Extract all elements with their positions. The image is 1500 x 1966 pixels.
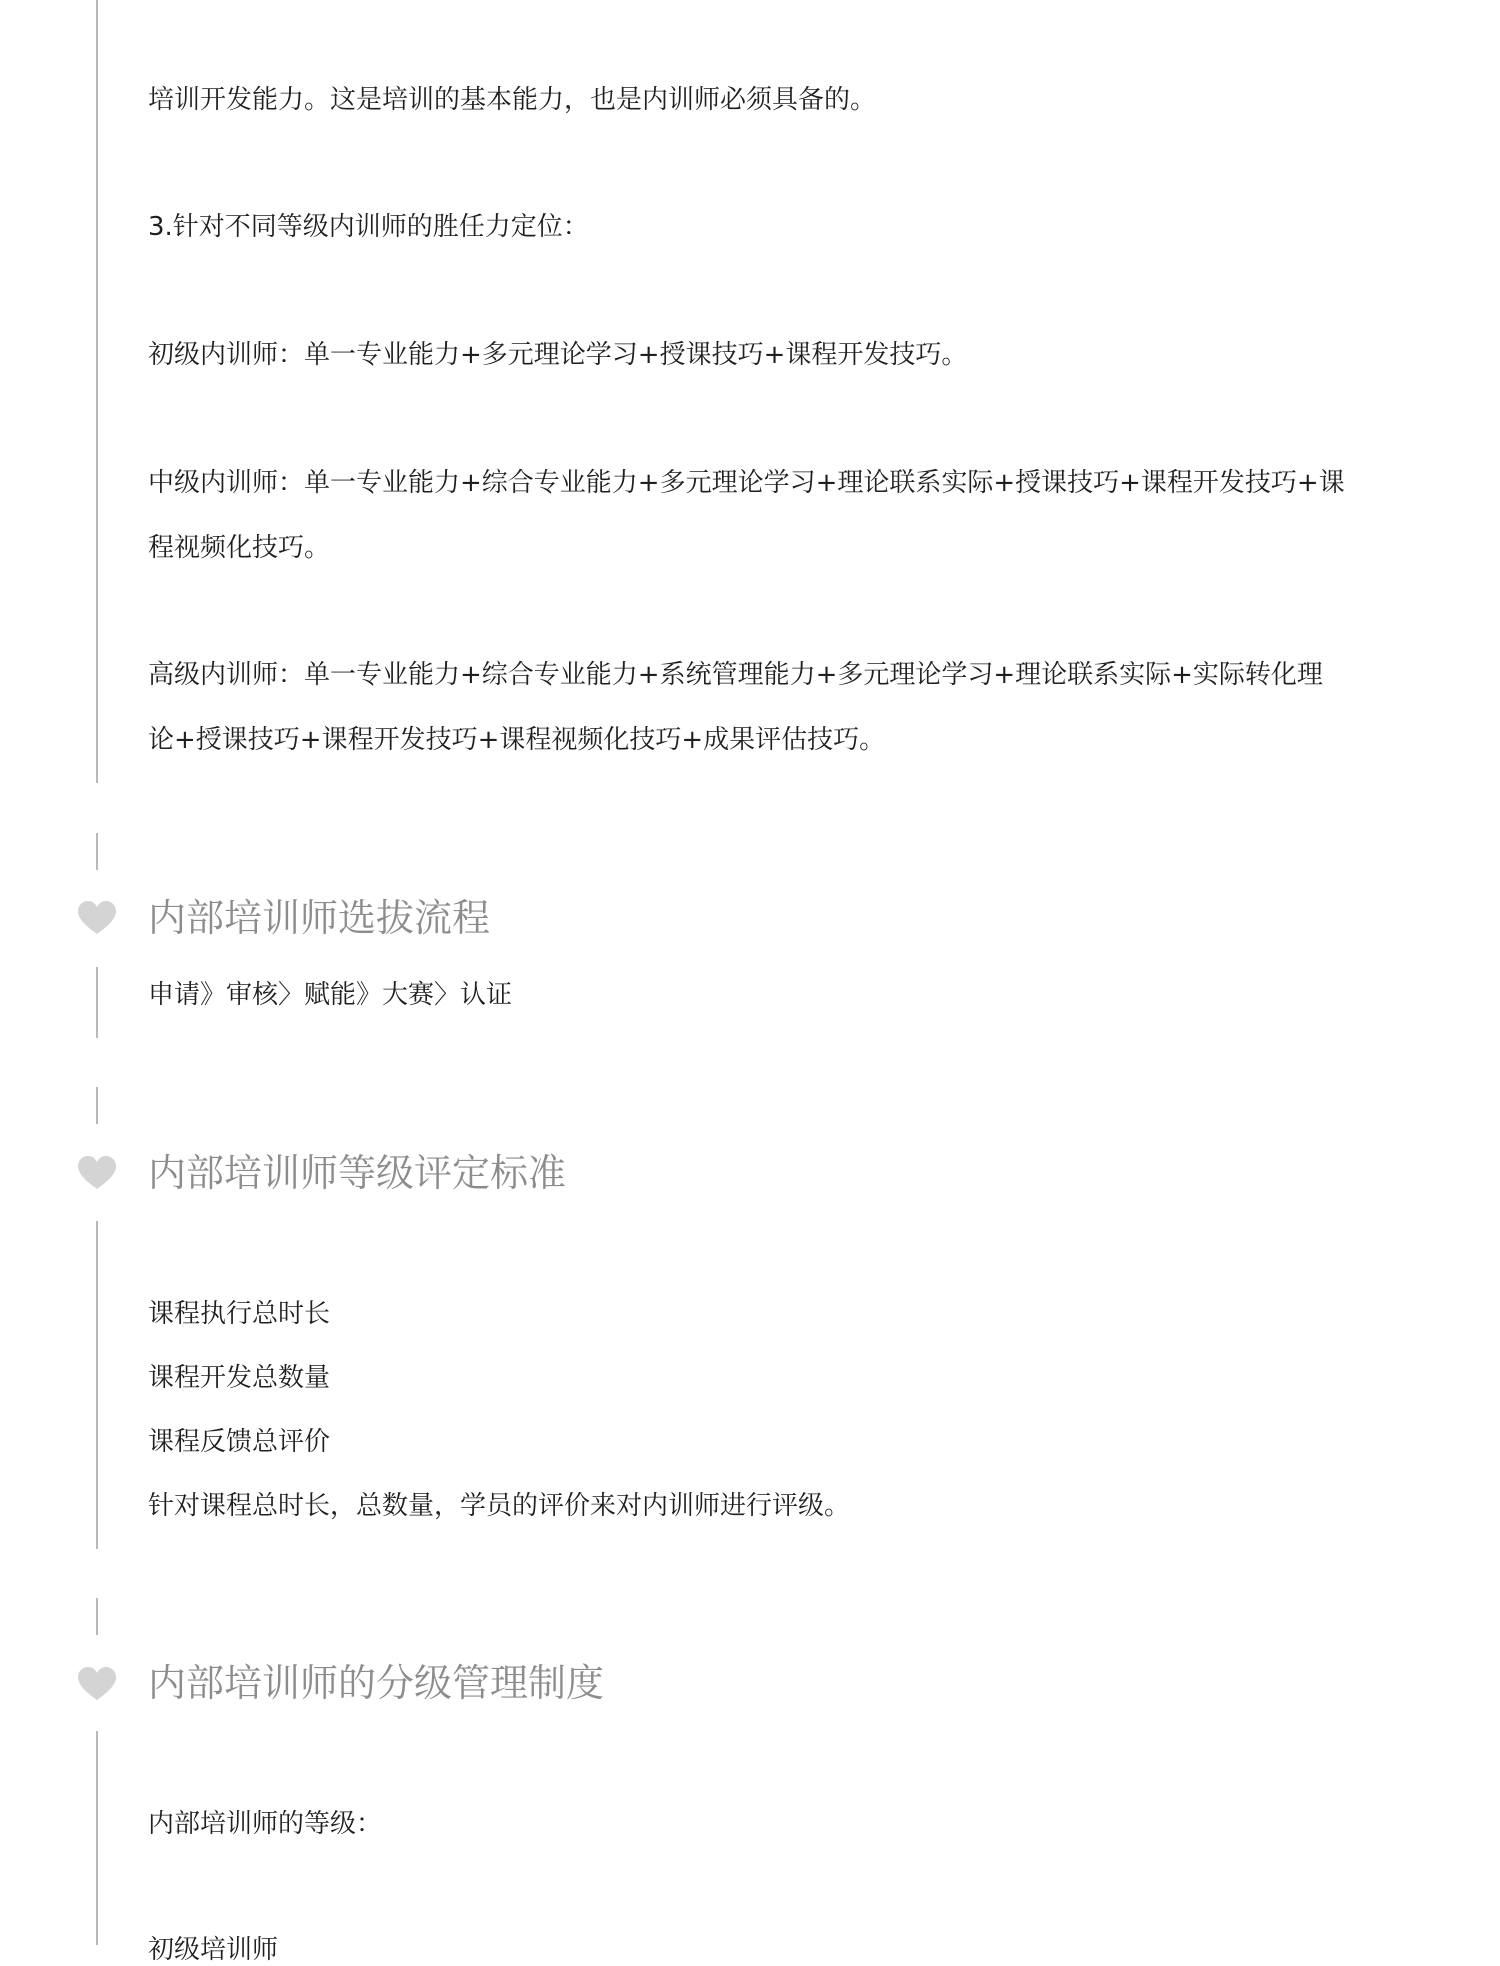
heart-icon: [76, 900, 118, 936]
intro-line-1: 培训开发能力。这是培训的基本能力，也是内训师必须具备的。: [148, 85, 877, 115]
rating-item-total-feedback: 课程反馈总评价: [148, 1427, 331, 1457]
rating-item-total-hours: 课程执行总时长: [148, 1299, 331, 1329]
timeline-line-selection: [96, 967, 98, 1038]
selection-flow-text: 申请》审核〉赋能》大赛〉认证: [148, 980, 513, 1010]
timeline-line-intro: [96, 0, 98, 783]
tiered-management-heading: 内部培训师的分级管理制度: [148, 1661, 605, 1705]
item-3-title: 3.针对不同等级内训师的胜任力定位：: [148, 212, 589, 242]
timeline-line-rating: [96, 1221, 98, 1549]
trainer-levels-title: 内部培训师的等级：: [148, 1809, 383, 1839]
rating-standard-heading: 内部培训师等级评定标准: [148, 1151, 567, 1195]
timeline-line-management: [96, 1731, 98, 1945]
senior-trainer-text-1: 高级内训师：单一专业能力+综合专业能力+系统管理能力+多元理论学习+理论联系实际+实际转化理: [148, 660, 1323, 690]
heart-icon: [76, 1666, 118, 1702]
rating-summary-text: 针对课程总时长，总数量，学员的评价来对内训师进行评级。: [148, 1491, 851, 1521]
selection-process-heading: 内部培训师选拔流程: [148, 896, 491, 940]
intermediate-trainer-text-2: 程视频化技巧。: [148, 533, 331, 563]
level-junior-trainer: 初级培训师: [148, 1935, 279, 1965]
timeline-connector-1: [96, 833, 98, 870]
rating-item-total-courses: 课程开发总数量: [148, 1363, 331, 1393]
timeline-connector-2: [96, 1087, 98, 1124]
timeline-connector-3: [96, 1598, 98, 1635]
junior-trainer-text: 初级内训师：单一专业能力+多元理论学习+授课技巧+课程开发技巧。: [148, 340, 968, 370]
heart-icon: [76, 1155, 118, 1191]
senior-trainer-text-2: 论+授课技巧+课程开发技巧+课程视频化技巧+成果评估技巧。: [148, 725, 886, 755]
intermediate-trainer-text-1: 中级内训师：单一专业能力+综合专业能力+多元理论学习+理论联系实际+授课技巧+课程开发技巧+课: [148, 468, 1345, 498]
